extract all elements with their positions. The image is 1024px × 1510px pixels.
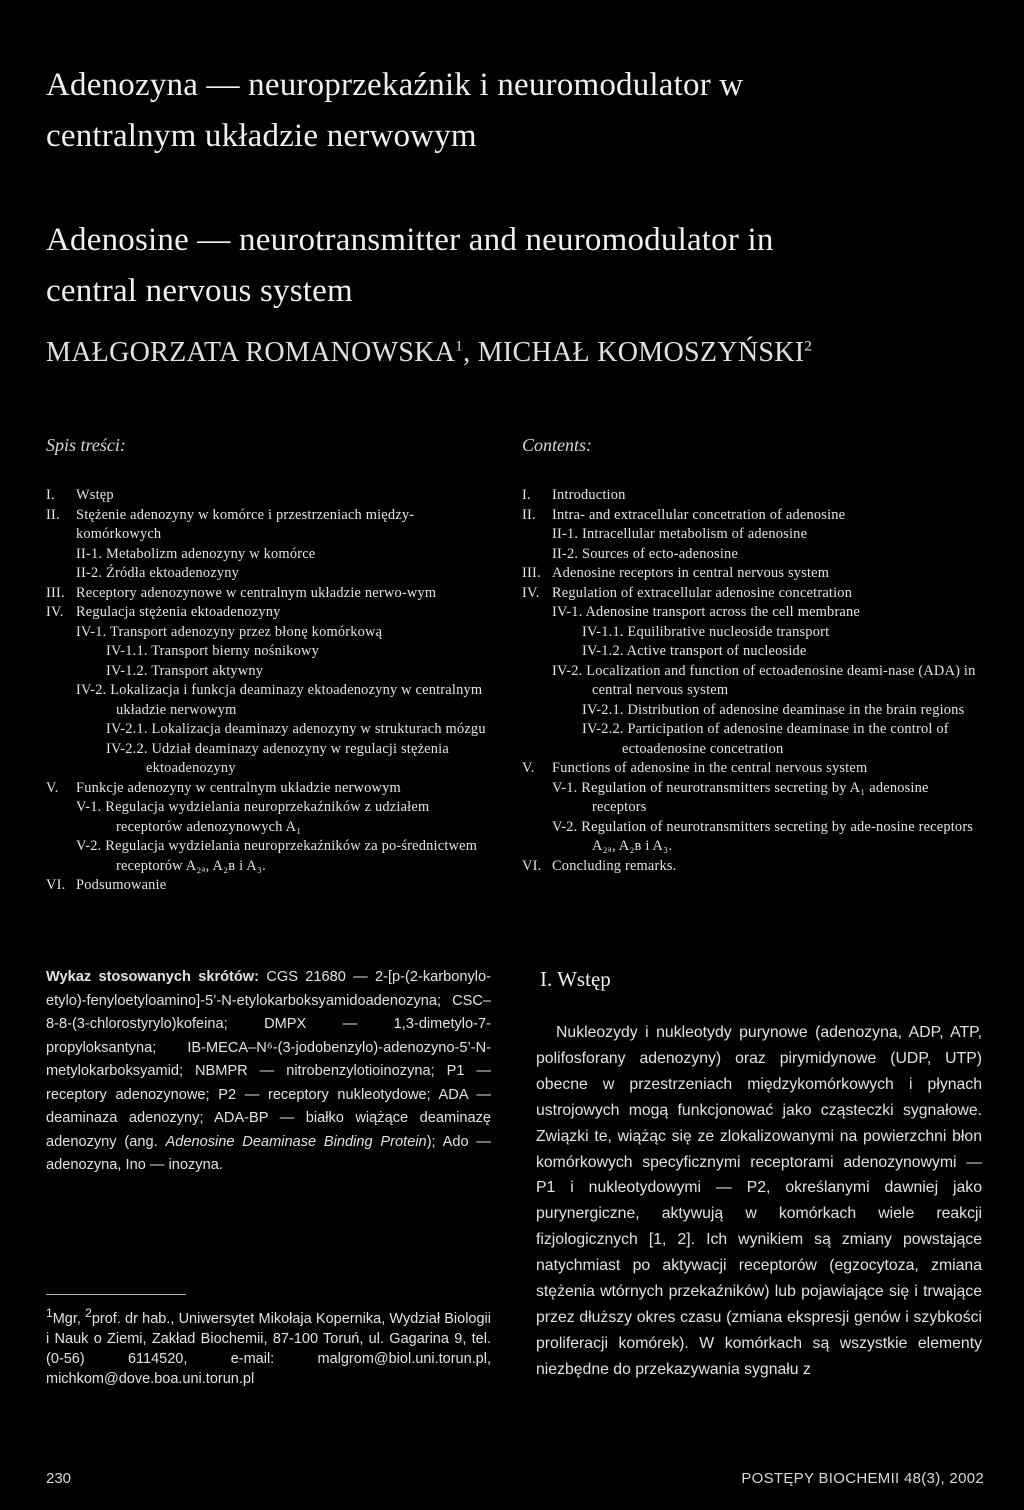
toc-item — [46, 506, 498, 545]
toc-item — [46, 584, 498, 604]
toc-item-title: Regulation of neurotransmitters secreting by ade-nosine receptors A₂ₐ, A₂ʙ i A₃. — [581, 818, 974, 854]
toc-item-title: Lokalizacja deaminazy adenozyny w strukturach mózgu — [151, 721, 486, 737]
toc-item-number: IV-1. — [552, 604, 583, 620]
toc-item-title: Functions of adenosine in the central nervous system — [552, 760, 868, 776]
toc-item-number: IV. — [522, 584, 540, 601]
toc-item — [522, 701, 980, 721]
toc-item-title: Transport adenozyny przez błonę komórkową — [110, 623, 383, 640]
toc-item-title: Intracellular metabolism of adenosine — [581, 526, 808, 542]
toc-item — [522, 564, 980, 584]
footnote-rule — [46, 1294, 186, 1295]
toc-item-title: Sources of ecto-adenosine — [581, 545, 739, 562]
toc-item — [522, 584, 980, 604]
title-english-line-1: Adenosine — neurotransmitter and neuromodulator in — [46, 222, 774, 258]
journal-name: POSTĘPY BIOCHEMII 48(3), 2002 — [741, 1470, 984, 1487]
toc-item — [46, 623, 498, 643]
abbreviations — [46, 966, 491, 1178]
toc-item-title: Metabolizm adenozyny w komórce — [105, 545, 316, 562]
toc-item — [522, 818, 980, 857]
toc-item-number: IV-1.1. — [106, 643, 148, 659]
title-english-line-2: central nervous system — [46, 273, 353, 309]
toc-item-number: IV-1.1. — [582, 623, 624, 640]
title-polish-line-2: centralnym układzie nerwowym — [46, 118, 477, 154]
body-paragraph: Nukleozydy i nukleotydy purynowe (adenozyna, ADP, ATP, polifosforany adenozyny) oraz pirymidynowe (UDP, UTP) obecne w przestrzeniach międzykomórkowych i płynach ustrojowych mogą funkcjonować jako cząsteczki sygnałowe. Związki te, wiążąc się ze zlokalizowanymi na powierzchni błon komórkowych specyficznymi receptorami adenozynowymi — P1 i nukleotydowymi — P2, określanymi dawniej jako purynergiczne, aktywują w komórkach wiele reakcji fizjologicznych [1, 2]. Ich wynikiem są zmiany powstające natychmiast po aktywacji receptorów (egzocytoza, zmiana stężenia wtórnych przekaźników) lub pojawiające się i trwające przez dłuższy okres czasu (zmiana ekspresji genów i szybkości proliferacji komórek). W komórkach są wszystkie elementy niezbędne do przekazywania sygnału z — [536, 1024, 982, 1378]
toc-item-title: Equilibrative nucleoside transport — [627, 623, 830, 640]
toc-item — [46, 876, 498, 896]
toc-item — [46, 486, 498, 506]
page-number: 230 — [46, 1470, 72, 1487]
toc-item-title: Distribution of adenosine deaminase in the brain regions — [627, 701, 965, 718]
toc-item-title: Źródła ektoadenozyny — [105, 565, 240, 581]
toc-item-title: Regulacja wydzielania neuroprzekaźników za po-średnictwem receptorów A₂ₐ, A₂ʙ i A₃. — [105, 838, 478, 874]
toc-item-title: Lokalizacja i funkcja deaminazy ektoadenozyny w centralnym układzie nerwowym — [110, 682, 483, 718]
toc-item — [46, 642, 498, 662]
author-2: MICHAŁ KOMOSZYŃSKI — [477, 337, 805, 368]
toc-item-number: V. — [46, 779, 59, 796]
toc-item-number: I. — [522, 487, 531, 503]
abbreviations-text-2: ); Ado — adenozyna, Ino — inozyna. — [46, 1133, 491, 1173]
toc-polish-heading: Spis treści: — [46, 435, 126, 455]
toc-item — [522, 779, 980, 818]
abbreviations-text-1: CGS 21680 — 2-[p-(2-karbonylo-etylo)-fenyloetyloamino]-5’-N-etylokarboksyamidoadenozyna; CSC–8-8-(3-chlorostyrylo)kofeina; DMPX — 1,3-dimetylo-7-propyloksantyna; IB-MECA–N⁶-(3-jodobenzylo)-adenozyno-5’-N-metylokarboksyamid; NBMPR — nitrobenzylotioinozyna; P1 — receptory adenozynowe; P2 — receptory nukleotydowe; ADA — deaminaza adenozyny; ADA-BP — białko wiążące deaminazę adenozyny (ang. — [46, 969, 492, 1150]
toc-item — [522, 642, 980, 662]
author-separator: , — [463, 337, 478, 368]
footnote-mark-1: 1 — [46, 1306, 53, 1320]
toc-item-title: Active transport of nucleoside — [626, 643, 807, 659]
toc-item — [46, 798, 498, 837]
toc-item-number: II-2. — [76, 565, 103, 581]
footnote-text-2: prof. dr hab., Uniwersytet Mikołaja Kopernika, Wydział Biologii i Nauk o Ziemi, Zakład Biochemii, 87-100 Toruń, ul. Gagarina 9, tel. (0-56) 6114520, e-mail: malgrom@biol.uni.torun.pl, michkom@dove.boa.uni.torun.pl — [46, 1310, 491, 1387]
toc-item — [46, 740, 498, 779]
toc-item-number: IV-1.2. — [106, 662, 148, 679]
toc-item-number: I. — [46, 487, 55, 503]
toc-item-number: II-1. — [76, 545, 103, 562]
toc-item — [522, 857, 980, 877]
toc-item — [522, 486, 980, 506]
toc-item — [46, 564, 498, 584]
toc-item-title: Podsumowanie — [76, 877, 167, 893]
toc-item-number: IV-2.1. — [582, 701, 624, 718]
toc-item-title: Regulation of neurotransmitters secreting by A₁ adenosine receptors — [581, 779, 929, 815]
toc-item-title: Participation of adenosine deaminase in the control of ectoadenosine concetration — [622, 721, 949, 757]
toc-item-number: VI. — [522, 857, 542, 874]
toc-english-heading: Contents: — [522, 435, 592, 455]
title-polish — [46, 60, 996, 162]
footnote — [46, 1303, 491, 1389]
toc-item-title: Receptory adenozynowe w centralnym układzie nerwo-wym — [76, 584, 437, 601]
toc-item-number: IV-1. — [76, 623, 107, 640]
toc-item-number: IV-1.2. — [582, 643, 624, 659]
author-1: MAŁGORZATA ROMANOWSKA — [46, 337, 456, 368]
title-polish-line-1: Adenozyna — neuroprzekaźnik i neuromodulator w — [46, 67, 744, 103]
toc-item-number: II-2. — [552, 545, 579, 562]
toc-item-number: V. — [522, 760, 535, 776]
toc-item-number: IV-2. — [76, 682, 107, 698]
author-2-affil: 2 — [804, 338, 813, 355]
toc-item-title: Regulation of extracellular adenosine concetration — [552, 584, 853, 601]
toc-item — [46, 779, 498, 799]
toc-item-number: V-2. — [552, 818, 578, 835]
toc-item — [522, 545, 980, 565]
title-english — [46, 215, 996, 317]
toc-item-number: III. — [522, 565, 541, 581]
toc-item — [46, 603, 498, 623]
toc-item — [46, 681, 498, 720]
toc-item-number: II-1. — [552, 526, 579, 542]
toc-item-title: Adenosine receptors in central nervous system — [552, 565, 830, 581]
toc-item-title: Stężenie adenozyny w komórce i przestrzeniach między-komórkowych — [76, 506, 415, 542]
toc-item-number: V-2. — [76, 838, 102, 854]
toc-item-title: Transport bierny nośnikowy — [151, 643, 319, 659]
footnote-mark-2: 2 — [85, 1306, 92, 1320]
toc-item-number: II. — [46, 506, 60, 523]
toc-item — [46, 837, 498, 876]
toc-item-title: Udział deaminazy adenozyny w regulacji stężenia ektoadenozyny — [146, 740, 449, 776]
toc-item-number: V-1. — [552, 779, 578, 796]
toc-polish — [46, 486, 498, 896]
abbreviations-italic: Adenosine Deaminase Binding Protein — [165, 1133, 427, 1150]
toc-item-title: Localization and function of ectoadenosine deami-nase (ADA) in central nervous system — [586, 662, 976, 698]
toc-item-number: II. — [522, 506, 536, 523]
toc-item-title: Wstęp — [76, 487, 114, 503]
toc-english — [522, 486, 980, 876]
toc-item — [522, 525, 980, 545]
author-1-affil: 1 — [455, 338, 464, 355]
toc-item-title: Funkcje adenozyny w centralnym układzie nerwowym — [76, 779, 401, 796]
toc-item — [46, 720, 498, 740]
toc-item — [522, 720, 980, 759]
toc-item-number: IV-2.2. — [582, 721, 624, 737]
abbreviations-label: Wykaz stosowanych skrótów: — [46, 969, 260, 985]
toc-item — [522, 759, 980, 779]
toc-item-title: Regulacja wydzielania neuroprzekaźników z udziałem receptorów adenozynowych A₁ — [105, 799, 430, 835]
toc-item-title: Introduction — [552, 487, 626, 503]
toc-item-number: III. — [46, 584, 65, 601]
section-title: I. Wstęp — [540, 967, 611, 991]
authors — [46, 337, 812, 369]
toc-item — [522, 506, 980, 526]
toc-item-title: Transport aktywny — [151, 662, 264, 679]
toc-item-title: Concluding remarks. — [552, 857, 677, 874]
toc-item-title: Intra- and extracellular concetration of adenosine — [552, 506, 846, 523]
toc-item-number: IV. — [46, 604, 64, 620]
toc-item — [522, 662, 980, 701]
toc-item-title: Regulacja stężenia ektoadenozyny — [76, 604, 281, 620]
toc-item — [522, 603, 980, 623]
footnote-text-1: Mgr, — [52, 1310, 86, 1327]
toc-item — [46, 545, 498, 565]
toc-item — [46, 662, 498, 682]
toc-item-number: IV-2.2. — [106, 740, 148, 757]
toc-item-number: VI. — [46, 877, 66, 893]
toc-item-title: Adenosine transport across the cell membrane — [585, 604, 861, 620]
toc-item-number: V-1. — [76, 799, 102, 815]
toc-item-number: IV-2.1. — [106, 721, 148, 737]
toc-item — [522, 623, 980, 643]
toc-item-number: IV-2. — [552, 662, 583, 679]
